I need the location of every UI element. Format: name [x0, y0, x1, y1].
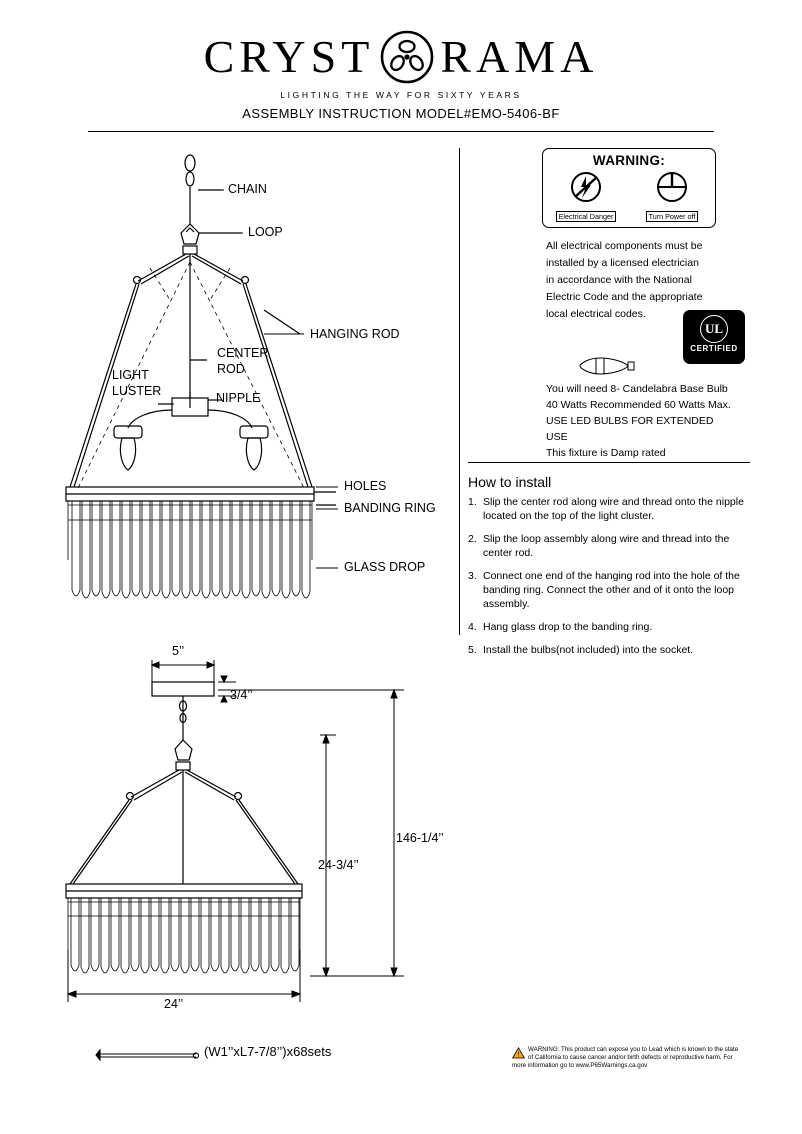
- vertical-divider: [459, 148, 460, 635]
- howto-heading: How to install: [468, 474, 552, 490]
- label-center-rod-line2: ROD: [217, 362, 245, 376]
- warning-caption-power: Turn Power off: [646, 211, 699, 222]
- bulb-note-line-4: This fixture is Damp rated: [546, 447, 666, 459]
- label-light-luster-line2: LUSTER: [112, 384, 162, 398]
- ul-certified-text: CERTIFIED: [690, 344, 738, 353]
- howto-step: [468, 643, 754, 657]
- prop65-text: WARNING: This product can expose you to Lead which is known to the state of California to cause cancer and/or birth defects or reproductive harm. For more information go to www.P65Warnings.ca.gov: [512, 1046, 739, 1069]
- step-text: Slip the center rod along wire and thread onto the nipple located on the top of the light cluster.: [483, 496, 744, 522]
- svg-text:!: !: [517, 1051, 520, 1059]
- prop65-warning: [512, 1046, 744, 1070]
- label-hanging-rod: HANGING ROD: [310, 327, 400, 341]
- bulb-note-line-3: USE LED BULBS FOR EXTENDED USE: [546, 415, 714, 443]
- dimension-fixture-width: 24’’: [164, 997, 184, 1011]
- step-text: Hang glass drop to the banding ring.: [483, 621, 653, 633]
- brand-name-left: CRYST: [203, 31, 375, 82]
- electrical-warning-paragraph: All electrical components must be installed by a licensed electrician in accordance with the National Electric Code and the appropriate local electrical codes.: [546, 240, 703, 320]
- header-divider: [88, 131, 714, 132]
- warning-title: WARNING:: [592, 153, 666, 168]
- warning-caption-danger: Electrical Danger: [556, 211, 617, 222]
- crystorama-logo-icon: [380, 30, 434, 84]
- electrical-danger-icon: [566, 170, 606, 206]
- label-loop: LOOP: [248, 225, 283, 239]
- bulb-note-line-2: 40 Watts Recommended 60 Watts Max.: [546, 399, 731, 411]
- label-holes: HOLES: [344, 479, 387, 493]
- bulb-requirements: [546, 381, 736, 461]
- label-glass-drop: GLASS DROP: [344, 560, 426, 574]
- brand-header: [0, 30, 802, 100]
- ul-certified-badge: [683, 310, 745, 364]
- parts-set-note: (W1’’xL7-7/8’’)x68sets: [204, 1044, 332, 1059]
- howto-step: [468, 569, 754, 611]
- label-nipple: NIPPLE: [216, 391, 261, 405]
- step-text: Connect one end of the hanging rod into the hole of the banding ring. Connect the other and of it onto the loop assembly.: [483, 570, 740, 610]
- step-number: 5.: [468, 644, 477, 656]
- brand-tagline: LIGHTING THE WAY FOR SIXTY YEARS: [280, 90, 522, 100]
- bulb-note-line-1: You will need 8- Candelabra Base Bulb: [546, 383, 728, 395]
- label-center-rod-line1: CENTER: [217, 346, 269, 360]
- dimension-top-width: 5’’: [172, 644, 185, 658]
- ul-mark: UL: [700, 315, 728, 343]
- warning-cell-danger: [543, 170, 629, 224]
- step-number: 2.: [468, 533, 477, 545]
- turn-power-off-icon: [652, 170, 692, 206]
- label-light-luster-line1: LIGHT: [112, 368, 149, 382]
- label-banding-ring: BANDING RING: [344, 501, 436, 515]
- label-chain: CHAIN: [228, 182, 267, 196]
- brand-name-right: RAMA: [440, 31, 599, 82]
- warning-cell-power: [629, 170, 715, 224]
- howto-step: [468, 532, 754, 560]
- howto-step: [468, 495, 754, 523]
- howto-step: [468, 620, 754, 634]
- assembly-title: ASSEMBLY INSTRUCTION MODEL#EMO-5406-BF: [242, 106, 560, 121]
- howto-divider: [468, 462, 750, 463]
- howto-steps: [468, 495, 754, 666]
- warning-triangle-icon: [512, 1047, 525, 1059]
- dimension-canopy-height: 3/4’’: [230, 688, 253, 702]
- step-text: Slip the loop assembly along wire and thread into the center rod.: [483, 533, 730, 559]
- step-number: 3.: [468, 570, 477, 582]
- warning-box: [542, 148, 716, 228]
- step-number: 4.: [468, 621, 477, 633]
- step-text: Install the bulbs(not included) into the socket.: [483, 644, 694, 656]
- dimension-fixture-height: 24-3/4’’: [318, 858, 359, 872]
- step-number: 1.: [468, 496, 477, 508]
- dimension-overall-height: 146-1/4’’: [396, 831, 444, 845]
